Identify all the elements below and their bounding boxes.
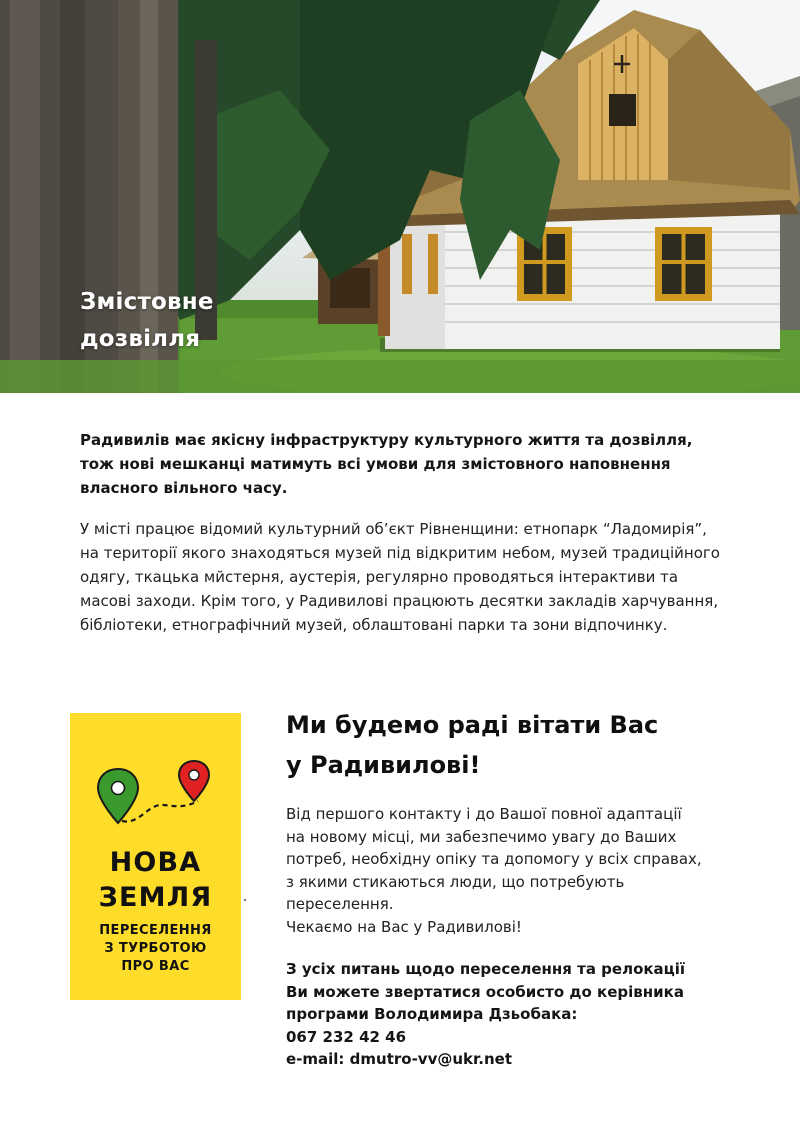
contact-line: Ви можете звертатися особисто до керівника — [286, 982, 684, 1001]
contact-line: програми Володимира Дзьобака: — [286, 1005, 578, 1023]
hero-title — [80, 284, 340, 358]
welcome-line: Чекаємо на Вас у Радивилові! — [286, 917, 522, 936]
logo-title-line: НОВА — [109, 847, 202, 878]
contact-line: З усіх питань щодо переселення та релокації — [286, 960, 686, 978]
nova-zemlya-logo-card — [70, 713, 241, 1000]
welcome-line: потреб, необхідну опіку та допомогу у всіх справах, — [286, 850, 702, 868]
hero-title-line: Змістовне — [80, 289, 214, 315]
logo-title-line: ЗЕМЛЯ — [98, 882, 213, 913]
welcome-heading-line: Ми будемо раді вітати Вас — [286, 711, 659, 739]
logo-subtitle-line: ПРО ВАС — [121, 959, 190, 974]
description-line: на території якого знаходяться музей під відкритим небом, музей традиційного — [80, 544, 720, 562]
hero-image — [0, 0, 800, 393]
description-paragraph — [80, 517, 760, 637]
welcome-line: на новому місці, ми забезпечимо увагу до Ваших — [286, 827, 677, 846]
intro-line: тож нові мешканці матимуть всі умови для змістовного наповнення — [80, 455, 671, 473]
stray-dot — [244, 899, 246, 901]
description-line: масові заходи. Крім того, у Радивилові працюють десятки закладів харчування, — [80, 592, 719, 610]
welcome-line: переселення. — [286, 895, 394, 913]
welcome-line: Від першого контакту і до Вашої повної адаптації — [286, 805, 682, 823]
description-line: У місті працює відомий культурний об’єкт Рівненщини: етнопарк “Ладомирія”, — [80, 520, 707, 538]
welcome-line: з якими стикаються люди, що потребують — [286, 872, 625, 891]
welcome-heading-line: у Радивилові! — [286, 751, 481, 779]
intro-paragraph — [80, 428, 740, 500]
logo-title — [70, 845, 241, 915]
welcome-heading — [286, 705, 766, 785]
contact-phone[interactable]: 067 232 42 46 — [286, 1027, 407, 1046]
intro-line: Радивилів має якісну інфраструктуру культурного життя та дозвілля, — [80, 431, 693, 449]
contact-block — [286, 958, 766, 1071]
description-line: одягу, ткацька мйстерня, аустерія, регулярно проводяться інтерактиви та — [80, 568, 679, 586]
intro-line: власного вільного часу. — [80, 479, 288, 497]
description-line: бібліотеки, етнографічний музей, облаштовані парки та зони відпочинку. — [80, 616, 668, 634]
route-pins-icon — [70, 713, 241, 843]
welcome-paragraph — [286, 803, 766, 938]
logo-subtitle-line: ПЕРЕСЕЛЕННЯ — [99, 923, 212, 938]
contact-email[interactable]: e-mail: dmutro-vv@ukr.net — [286, 1050, 512, 1068]
hero-title-line: дозвілля — [80, 326, 201, 352]
logo-subtitle — [70, 922, 241, 976]
logo-subtitle-line: З ТУРБОТОЮ — [104, 941, 207, 956]
